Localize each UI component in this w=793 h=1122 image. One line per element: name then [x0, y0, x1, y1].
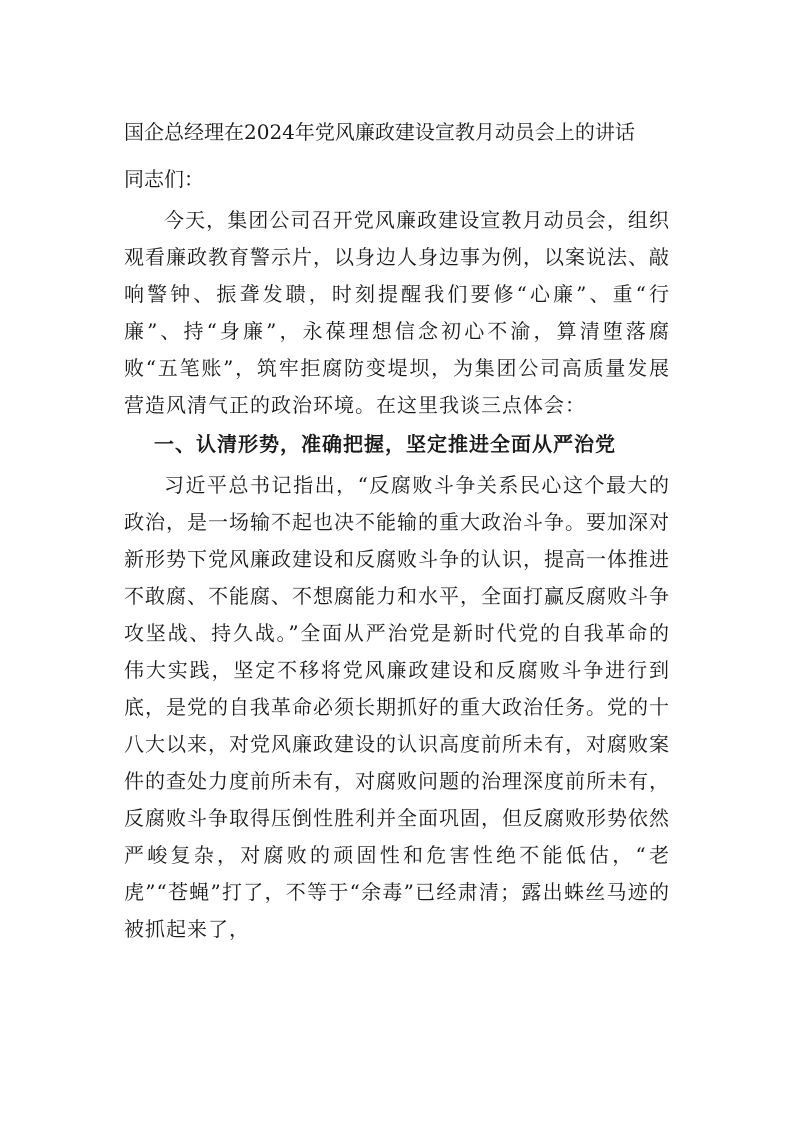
document-body	[124, 114, 670, 948]
document-title: 国企总经理在2024年党风廉政建设宣教月动员会上的讲话	[124, 120, 635, 144]
salutation: 同志们：	[124, 167, 204, 191]
section-heading: 一、认清形势，准确把握，坚定推进全面从严治党	[154, 432, 616, 456]
body-paragraph: 习近平总书记指出，“反腐败斗争关系民心这个最大的政治，是一场输不起也决不能输的重大政治斗争。要加深对新形势下党风廉政建设和反腐败斗争的认识，提高一体推进不敢腐、不能腐、不想腐能力和水平，全面打赢反腐败斗争攻坚战、持久战。”全面从严治党是新时代党的自我革命的伟大实践，坚定不移将党风廉政建设和反腐败斗争进行到底，是党的自我革命必须长期抓好的重大政治任务。党的十八大以来，对党风廉政建设的认识高度前所未有，对腐败案件的查处力度前所未有，对腐败问题的治理深度前所未有，反腐败斗争取得压倒性胜利并全面巩固，但反腐败形势依然严峻复杂，对腐败的顽固性和危害性绝不能低估，“老虎”“苍蝇”打了，不等于“余毒”已经肃清；露出蛛丝马迹的被抓起来了，	[124, 473, 670, 941]
intro-paragraph: 今天，集团公司召开党风廉政建设宣教月动员会，组织观看廉政教育警示片，以身边人身边事为例，以案说法、敲响警钟、振聋发聩，时刻提醒我们要修“心廉”、重“行廉”、持“身廉”，永葆理想信念初心不渝，算清堕落腐败“五笔账”，筑牢拒腐防变堤坝，为集团公司高质量发展营造风清气正的政治环境。在这里我谈三点体会：	[124, 208, 670, 417]
